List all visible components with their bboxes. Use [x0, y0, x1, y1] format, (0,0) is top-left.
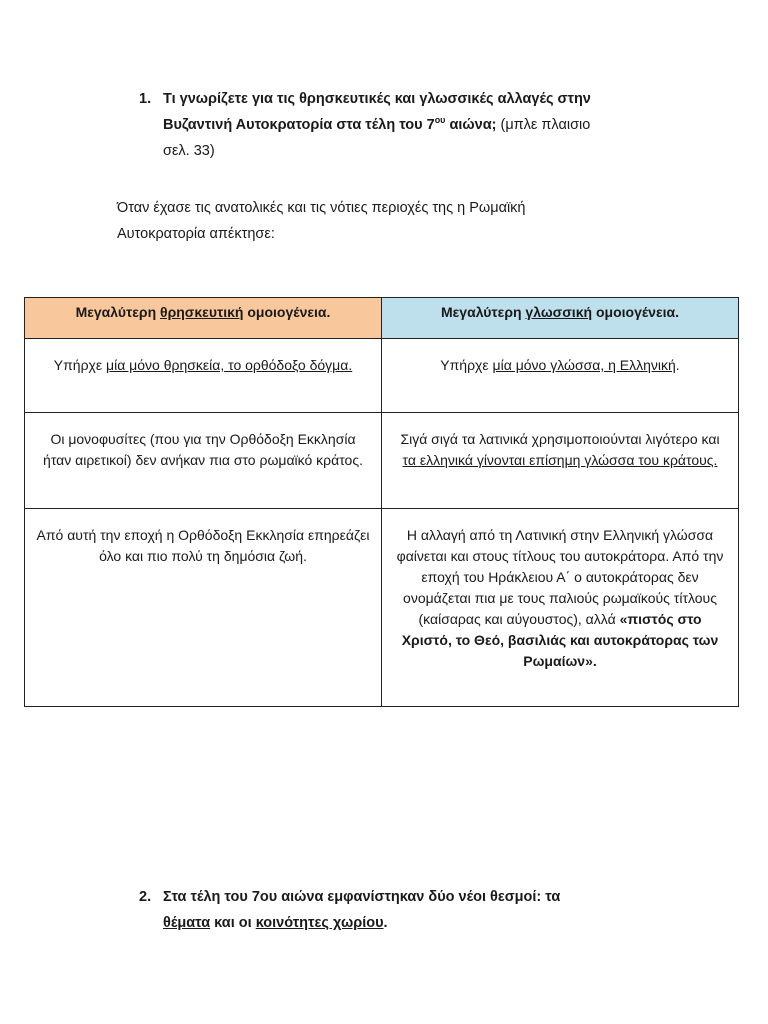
question-1-line-1: Τι γνωρίζετε για τις θρησκευτικές και γλωσσικές αλλαγές στην [163, 91, 591, 107]
table-row [25, 509, 739, 707]
question-1-note: (μπλε πλαισιο [496, 117, 591, 133]
header-left-post: ομοιογένεια. [243, 304, 331, 320]
superscript-ou: ου [434, 115, 446, 126]
cell-row2-language [382, 413, 739, 509]
header-right-pre: Μεγαλύτερη [441, 304, 526, 320]
cell-row2-religion: Οι μονοφυσίτες (που για την Ορθόδοξη Εκκλησία ήταν αιρετικοί) δεν ανήκαν πια στο ρωμαϊκό κράτος. [25, 413, 382, 509]
question-1-line-2 [163, 112, 659, 138]
cell-underlined-text: μία μόνο γλώσσα, η Ελληνική [492, 357, 676, 373]
cell-bold-text: «πιστός στο Χριστό, το Θεό, βασιλιάς και αυτοκράτορας των Ρωμαίων». [401, 611, 719, 669]
cell-text: Σιγά σιγά τα λατινικά χρησιμοποιούνται λιγότερο και [400, 431, 720, 447]
cell-underlined-text: τα ελληνικά γίνονται επίσημη γλώσσα του κράτους. [402, 452, 718, 468]
intro-line-2: Αυτοκρατορία απέκτησε: [117, 226, 275, 242]
question-1-bold-end: αιώνα; [445, 117, 497, 133]
cell-row3-religion: Από αυτή την εποχή η Ορθόδοξη Εκκλησία επηρεάζει όλο και πιο πολύ τη δημόσια ζωή. [25, 509, 382, 707]
header-religious-homogeneity [25, 298, 382, 339]
table-header-row [25, 298, 739, 339]
cell-row1-religion [25, 339, 382, 413]
intro-paragraph [117, 195, 637, 247]
table-row [25, 413, 739, 509]
question-2-mid: και οι [210, 915, 256, 931]
header-left-pre: Μεγαλύτερη [75, 304, 161, 320]
term-village-communities: κοινότητες χωρίου [255, 915, 384, 931]
cell-text: Υπήρχε [53, 357, 107, 373]
cell-text: Η αλλαγή από τη Λατινική στην Ελληνική γλώσσα φαίνεται και στους τίτλους του αυτοκράτορα. Από την εποχή του Ηράκλειου Α΄ ο αυτοκράτορας δεν ονομάζεται πια με τους παλιούς ρωμαϊκούς τίτλους (καίσαρας και αύγουστος), αλλά [396, 527, 724, 627]
header-linguistic-homogeneity [382, 298, 739, 339]
cell-underlined-text: μία μόνο θρησκεία, το ορθόδοξο δόγμα. [106, 357, 353, 373]
question-1-line-3: σελ. 33) [163, 143, 215, 159]
question-number: 2. [139, 889, 152, 905]
intro-line-1: Όταν έχασε τις ανατολικές και τις νότιες περιοχές της η Ρωμαϊκή [117, 200, 526, 216]
header-right-post: ομοιογένεια. [592, 304, 679, 320]
term-themata: θέματα [163, 915, 211, 931]
question-2-end: . [383, 915, 388, 931]
question-2 [139, 884, 659, 936]
cell-text-end: . [675, 357, 680, 373]
table-row [25, 339, 739, 413]
question-1-bold-text: Βυζαντινή Αυτοκρατορία στα τέλη του 7 [163, 117, 435, 133]
cell-row3-language [382, 509, 739, 707]
header-left-underlined: θρησκευτική [160, 304, 244, 320]
cell-row1-language [382, 339, 739, 413]
question-number: 1. [139, 91, 152, 107]
question-2-line-2 [163, 910, 659, 936]
cell-text: Υπήρχε [440, 357, 493, 373]
question-2-line-1: Στα τέλη του 7ου αιώνα εμφανίστηκαν δύο νέοι θεσμοί: τα [163, 889, 561, 905]
header-right-underlined: γλωσσική [525, 304, 593, 320]
comparison-table [24, 297, 739, 707]
question-1 [139, 86, 659, 164]
